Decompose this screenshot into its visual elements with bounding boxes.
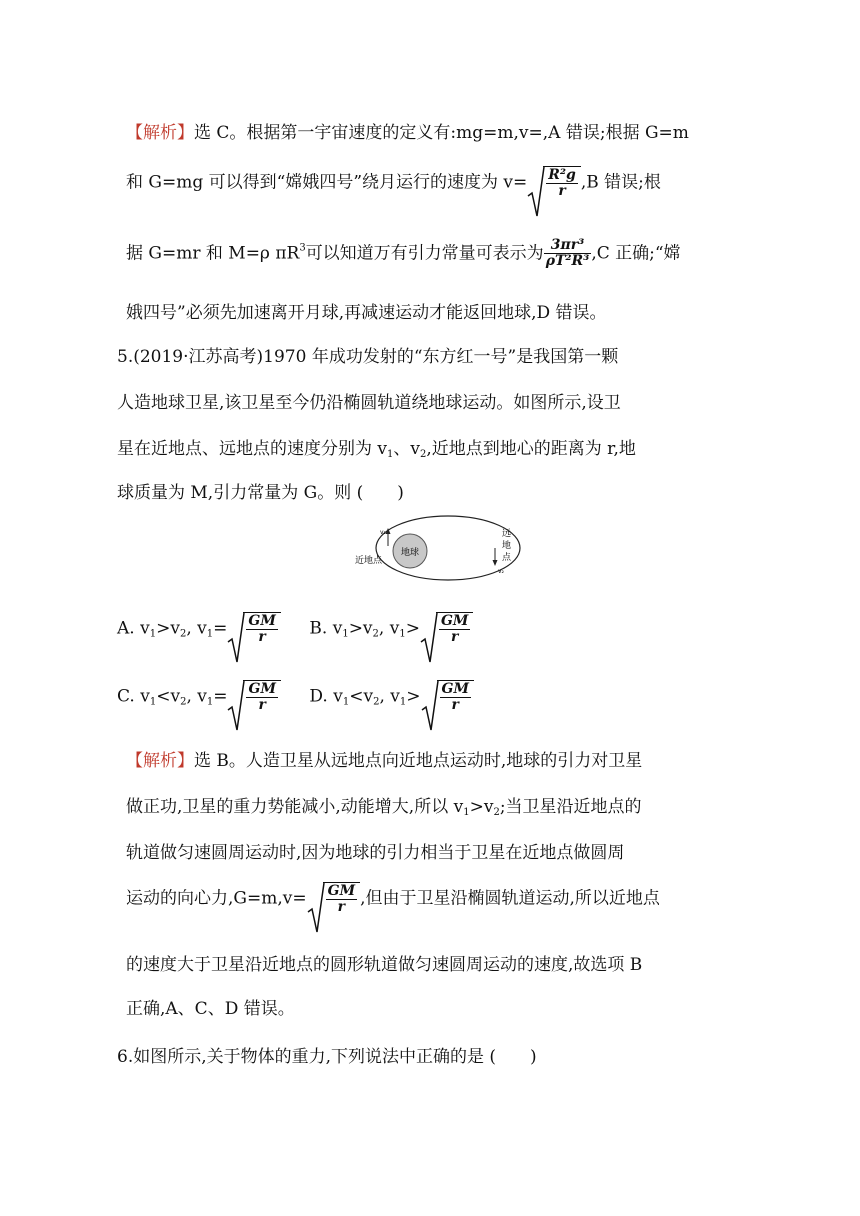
analysis-tag: 【解析】 xyxy=(126,751,194,771)
far-point-char-3: 点 xyxy=(502,553,512,563)
v1-label: v₁ xyxy=(380,529,386,536)
question-5-line-4: 球质量为 M,引力常量为 G。则 ( ) xyxy=(117,483,404,503)
option-d[interactable]: D. $v_1<v_2$, $v_1>$ $\frac{GM}{r}$ xyxy=(309,680,484,714)
earth-label: 地球 xyxy=(400,548,420,558)
option-c[interactable]: C. $v_1<v_2$, $v_1=$ $\frac{GM}{r}$ xyxy=(117,680,292,714)
solution-5-line-1: 【解析】选 B。人造卫星从远地点向近地点运动时,地球的引力对卫星 xyxy=(126,751,643,771)
option-a[interactable]: A. $v_1>v_2$, $v_1=$ $\frac{GM}{r}$ xyxy=(117,612,292,646)
question-5-line-2: 人造地球卫星,该卫星至今仍沿椭圆轨道绕地球运动。如图所示,设卫 xyxy=(117,393,621,413)
orbit-diagram xyxy=(352,508,522,588)
solution-4-line-1: 【解析】选 C。根据第一宇宙速度的定义有:mg=m,v=,A 错误;根据 G=m xyxy=(126,123,689,143)
solution-4-line-4: 娥四号”必须先加速离开月球,再减速运动才能返回地球,D 错误。 xyxy=(126,303,607,323)
sqrt-formula: $\frac{\text{R²g}}{r}$ xyxy=(527,166,581,200)
option-b[interactable]: B. $v_1>v_2$, $v_1>$ $\frac{GM}{r}$ xyxy=(309,612,484,646)
near-point-label: 近地点 xyxy=(355,556,383,566)
far-point-char-2: 地 xyxy=(502,541,512,551)
solution-4-line-3: 据 G=mr 和 M=ρ $\pi R^3$可以知道万有引力常量可表示为 $\frac{\text{3πr³}}{\text{ρT²R³}}$ ,C 正确;“嫦 xyxy=(126,237,681,270)
sqrt-gm-r: $\frac{GM}{r}$ xyxy=(307,882,360,916)
options-row-2 xyxy=(117,680,484,714)
solution-5-line-4: 运动的向心力,G=m,v= $\frac{GM}{r}$ ,但由于卫星沿椭圆轨道运动,所以近地点 xyxy=(126,882,660,916)
solution-5-line-2: 做正功,卫星的重力势能减小,动能增大,所以 $v_1>v_2$;当卫星沿近地点的 xyxy=(126,797,642,818)
question-6-line-1: 6.如图所示,关于物体的重力,下列说法中正确的是 ( ) xyxy=(117,1047,537,1067)
analysis-tag: 【解析】 xyxy=(126,123,194,143)
solution-5-line-3: 轨道做匀速圆周运动时,因为地球的引力相当于卫星在近地点做圆周 xyxy=(126,843,625,863)
question-5-line-3: 星在近地点、远地点的速度分别为 $v_1$、$v_2$,近地点到地心的距离为 r,地 xyxy=(117,439,636,460)
solution-5-line-5: 的速度大于卫星沿近地点的圆形轨道做匀速圆周运动的速度,故选项 B xyxy=(126,955,643,975)
constant-fraction: $\frac{\text{3πr³}}{\text{ρT²R³}}$ xyxy=(545,237,590,270)
question-5-line-1: 5.(2019·江苏高考)1970 年成功发射的“东方红一号”是我国第一颗 xyxy=(117,347,619,367)
far-point-char-1: 远 xyxy=(502,529,512,539)
solution-5-line-6: 正确,A、C、D 错误。 xyxy=(126,999,295,1019)
solution-4-line-2: 和 G=mg 可以得到“嫦娥四号”绕月运行的速度为 v= $\frac{\text{R²g}}{r}$ ,B 错误;根 xyxy=(126,166,661,200)
v2-label: v₂ xyxy=(498,568,504,575)
options-row-1 xyxy=(117,612,484,646)
